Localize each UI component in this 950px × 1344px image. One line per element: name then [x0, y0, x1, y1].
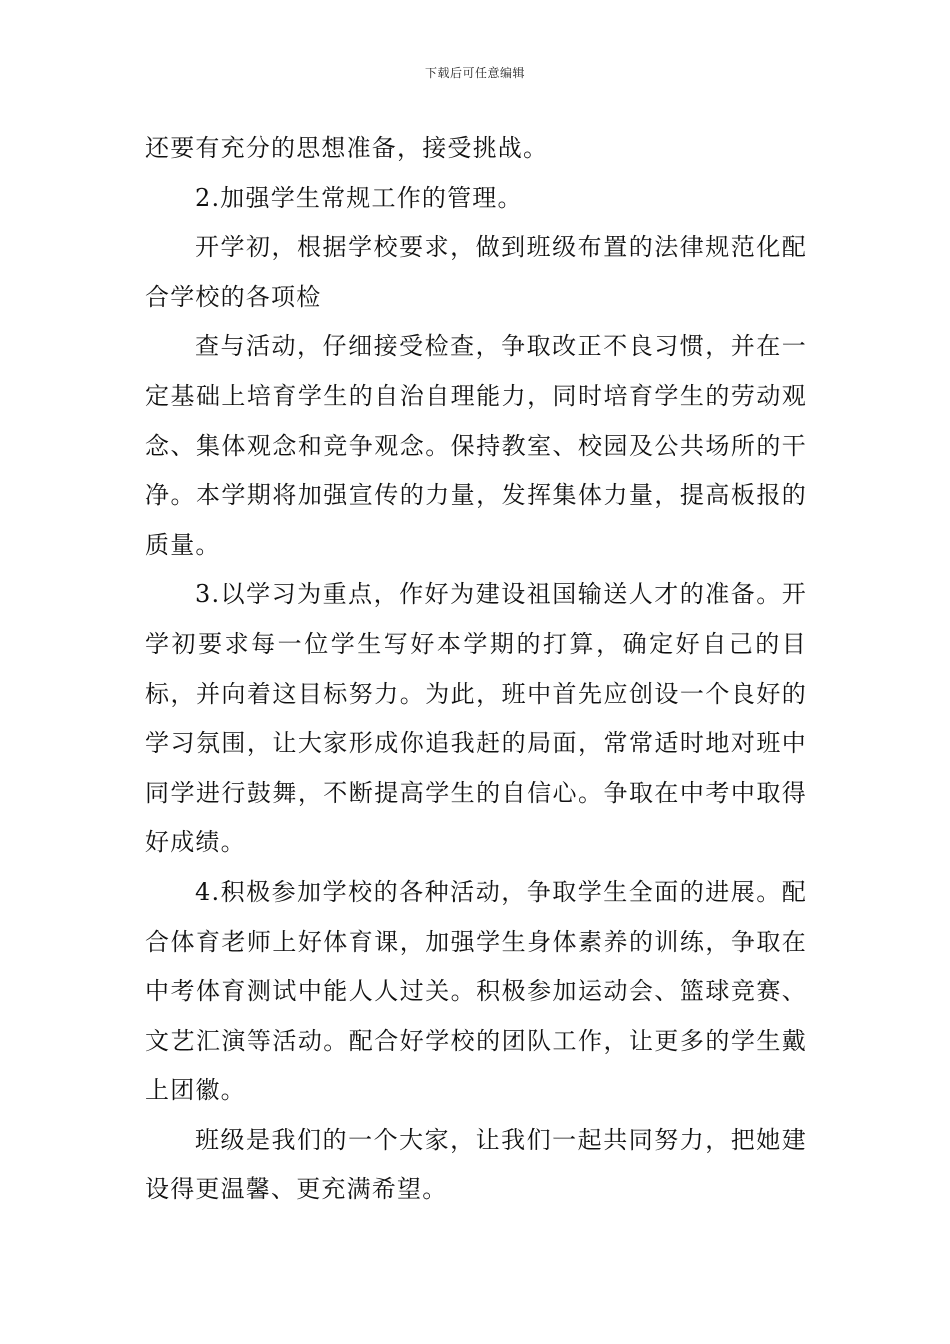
paragraph-6: 4.积极参加学校的各种活动，争取学生全面的进展。配合体育老师上好体育课，加强学生身体素养的训练，争取在中考体育测试中能人人过关。积极参加运动会、篮球竞赛、文艺汇演等活动。配合好学校的团队工作，让更多的学生戴上团徽。: [145, 877, 807, 1105]
paragraph-7: 班级是我们的一个大家，让我们一起共同努力，把她建设得更温馨、更充满希望。: [145, 1125, 807, 1204]
paragraph-2: 2.加强学生常规工作的管理。: [195, 183, 523, 212]
paragraph-1: 还要有充分的思想准备，接受挑战。: [145, 134, 549, 162]
paragraph-5: 3.以学习为重点，作好为建设祖国输送人才的准备。开学初要求每一位学生写好本学期的打算，确定好自己的目标，并向着这目标努力。为此，班中首先应创设一个良好的学习氛围，让大家形成你追我赶的局面，常常适时地对班中同学进行鼓舞，不断提高学生的自信心。争取在中考中取得好成绩。: [145, 580, 807, 857]
document-body: [145, 124, 807, 1215]
page-header: 下载后可任意编辑: [424, 66, 525, 80]
paragraph-4: 查与活动，仔细接受检查，争取改正不良习惯，并在一定基础上培育学生的自治自理能力，同时培育学生的劳动观念、集体观念和竞争观念。保持教室、校园及公共场所的干净。本学期将加强宣传的力量，发挥集体力量，提高板报的质量。: [145, 332, 807, 559]
paragraph-3: 开学初，根据学校要求，做到班级布置的法律规范化配合学校的各项检: [145, 233, 807, 311]
